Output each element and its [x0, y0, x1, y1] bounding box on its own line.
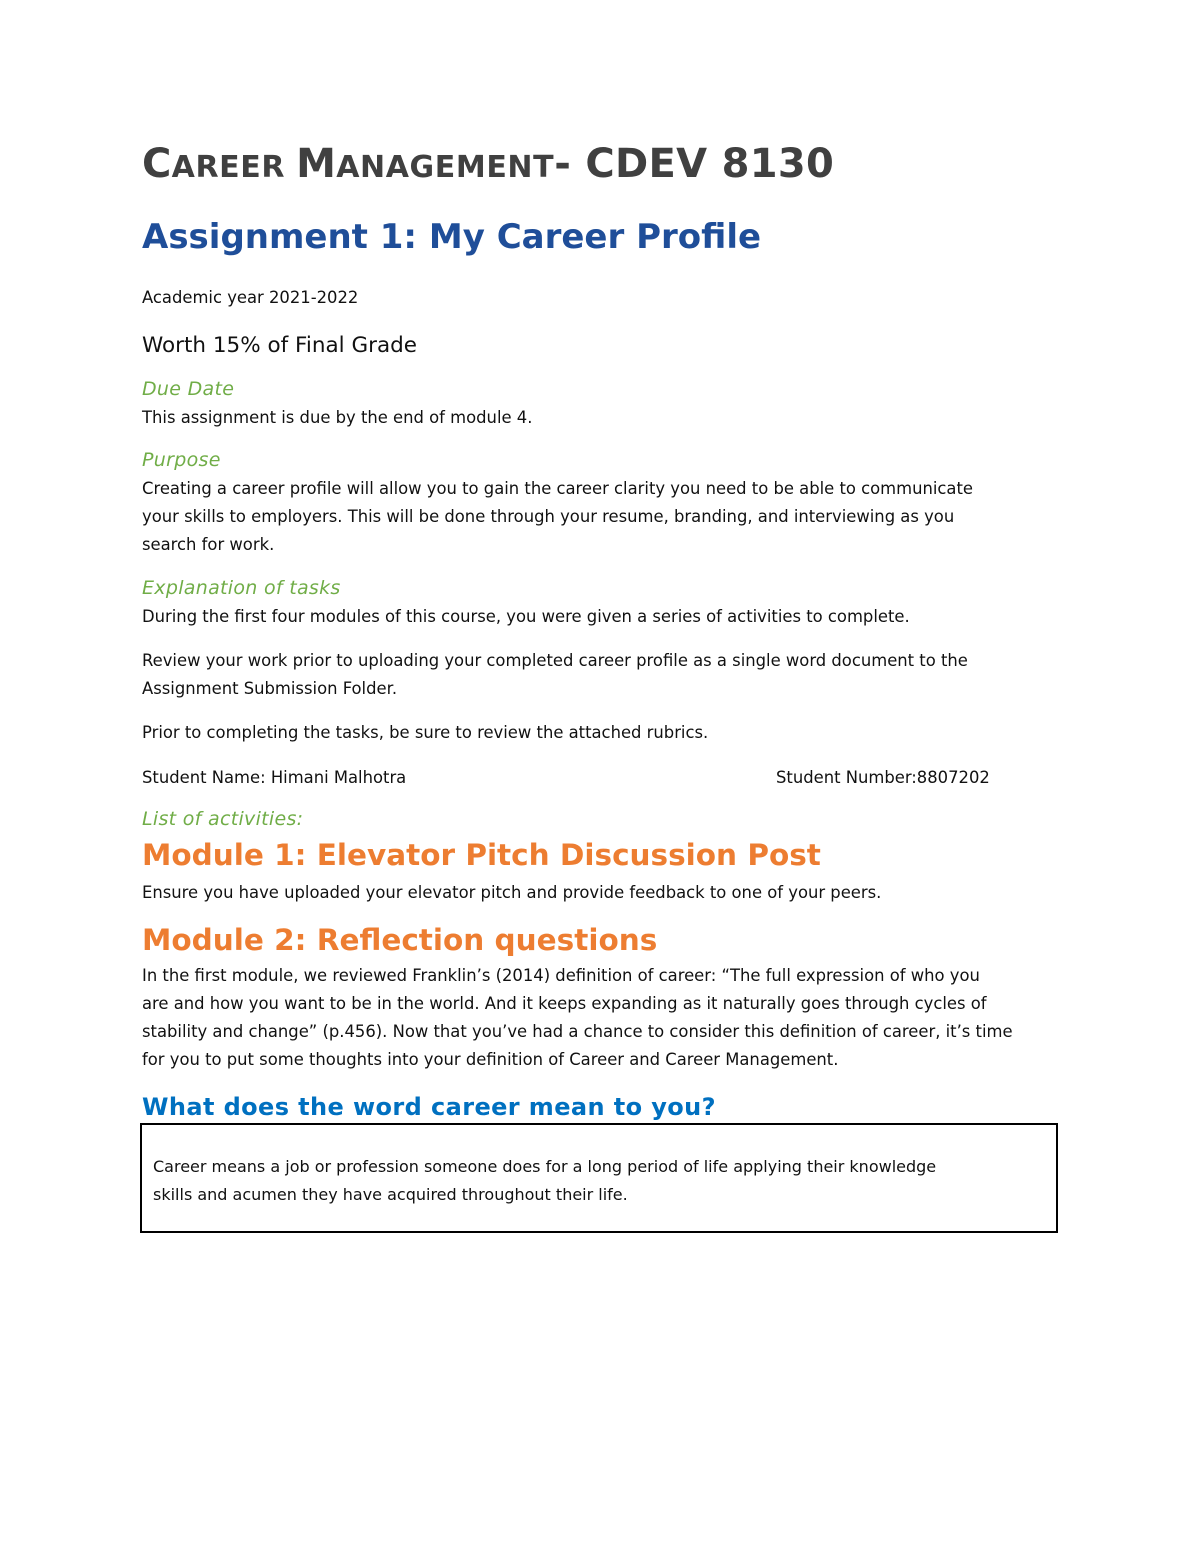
explanation-para-2-line-1: Review your work prior to uploading your completed career profile as a single word document to the — [142, 651, 968, 670]
module-2-line-1: In the first module, we reviewed Franklin’s (2014) definition of career: “The full expression of who you — [142, 966, 980, 985]
course-title-c: C — [142, 141, 172, 187]
module-2-line-2: are and how you want to be in the world. And it keeps expanding as it naturally goes through cycles of — [142, 994, 987, 1013]
activities-heading: List of activities: — [142, 808, 304, 830]
answer-box[interactable] — [140, 1123, 1058, 1233]
academic-year: Academic year 2021-2022 — [142, 288, 359, 307]
assignment-title: Assignment 1: My Career Profile — [142, 217, 762, 257]
module-2-line-3: stability and change” (p.456). Now that you’ve had a chance to consider this definition of career, it’s time — [142, 1022, 1013, 1041]
explanation-heading: Explanation of tasks — [142, 577, 341, 599]
student-name: Student Name: Himani Malhotra — [142, 768, 407, 787]
worth-heading: Worth 15% of Final Grade — [142, 333, 417, 358]
explanation-para-3: Prior to completing the tasks, be sure to review the attached rubrics. — [142, 723, 709, 742]
module-2-line-4: for you to put some thoughts into your definition of Career and Career Management. — [142, 1050, 839, 1069]
module-1-heading: Module 1: Elevator Pitch Discussion Post — [142, 838, 821, 872]
purpose-heading: Purpose — [142, 449, 221, 471]
explanation-para-2-line-2: Assignment Submission Folder. — [142, 679, 398, 698]
answer-line-2: skills and acumen they have acquired throughout their life. — [153, 1185, 628, 1204]
answer-line-1: Career means a job or profession someone does for a long period of life applying their knowledge — [153, 1157, 937, 1176]
course-title-areer: AREER — [171, 150, 297, 185]
purpose-line-1: Creating a career profile will allow you to gain the career clarity you need to be able to communicate — [142, 479, 973, 498]
module-1-text: Ensure you have uploaded your elevator pitch and provide feedback to one of your peers. — [142, 883, 882, 902]
module-2-heading: Module 2: Reflection questions — [142, 923, 658, 957]
due-date-heading: Due Date — [142, 378, 235, 400]
purpose-line-2: your skills to employers. This will be done through your resume, branding, and interviewing as you — [142, 507, 955, 526]
due-date-text: This assignment is due by the end of module 4. — [142, 408, 533, 427]
student-number: Student Number:8807202 — [776, 768, 990, 787]
course-title-anagement: ANAGEMENT — [336, 150, 555, 185]
course-title-m: M — [296, 141, 337, 187]
course-title-code: - CDEV 8130 — [554, 141, 835, 187]
purpose-line-3: search for work. — [142, 535, 275, 554]
question-1-heading: What does the word career mean to you? — [142, 1093, 716, 1121]
explanation-para-1: During the first four modules of this course, you were given a series of activities to complete. — [142, 607, 910, 626]
course-title — [142, 138, 834, 194]
